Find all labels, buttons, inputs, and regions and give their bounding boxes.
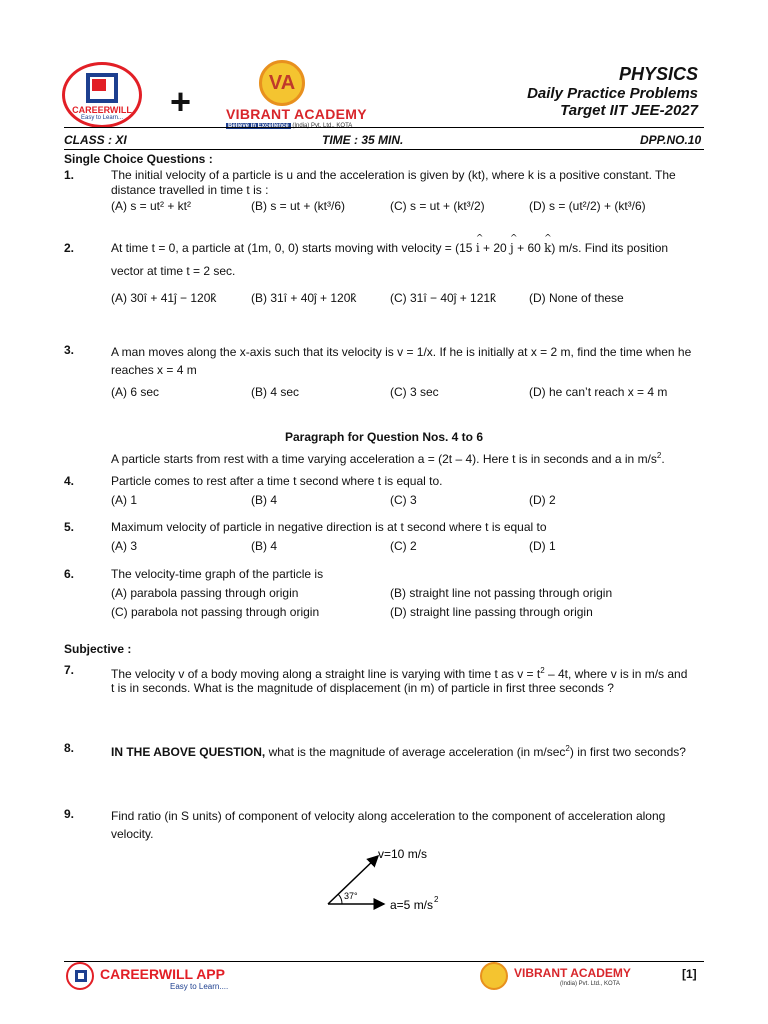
dpp-title: Daily Practice Problems bbox=[527, 85, 698, 102]
vibrant-subtitle: Believe in Excellence (India) Pvt. Ltd., KOTA bbox=[228, 123, 353, 129]
q9-text: Find ratio (in S units) of component of velocity along acceleration to the component of acceleration along velocity. bbox=[111, 809, 666, 841]
q1-text: The initial velocity of a particle is u and the acceleration is given by (kt), where k is a positive constant. The distance travelled in time t is : bbox=[111, 168, 676, 197]
target-title: Target IIT JEE-2027 bbox=[560, 102, 698, 119]
q3-option-b: (B) 4 sec bbox=[251, 385, 300, 399]
q5-option-d: (D) 1 bbox=[529, 539, 556, 553]
footer-app-name: CAREERWILL APP bbox=[100, 966, 225, 982]
vibrant-name: VIBRANT ACADEMY bbox=[226, 106, 367, 122]
paragraph-text: A particle starts from rest with a time varying acceleration a = (2t – 4). Here t is in seconds and a in $m/s^2$. bbox=[111, 451, 665, 466]
q6-option-c: (C) parabola not passing through origin bbox=[111, 605, 320, 619]
q5-text: Maximum velocity of particle in negative direction is at t second where t is equal to bbox=[111, 520, 547, 534]
q3-option-c: (C) 3 sec bbox=[390, 385, 439, 399]
careerwill-name: CAREERWILL bbox=[72, 105, 132, 115]
paragraph-title: Paragraph for Question Nos. 4 to 6 bbox=[284, 430, 484, 444]
q1-number: 1. bbox=[64, 168, 75, 182]
q7-text: The velocity v of a body moving along a straight line is varying with time t as $v = t^2 - 4t$, where v is in m/s and bbox=[111, 666, 688, 681]
q2-option-c: (C) 31î − 40ĵ + 121k̂ bbox=[390, 291, 497, 305]
q7-number: 7. bbox=[64, 663, 75, 677]
q4-option-b: (B) 4 bbox=[251, 493, 278, 507]
q9-number: 9. bbox=[64, 807, 75, 821]
q5-number: 5. bbox=[64, 520, 75, 534]
plus-sign: + bbox=[170, 81, 192, 122]
footer-divider bbox=[64, 961, 704, 962]
footer-vibrant-emblem-icon bbox=[480, 962, 508, 990]
q2-option-b: (B) 31î + 40ĵ + 120k̂ bbox=[251, 291, 357, 305]
q2-option-a: (A) 30î + 41ĵ − 120k̂ bbox=[111, 291, 217, 305]
velocity-label: v=10 m/s bbox=[378, 847, 428, 861]
q4-option-a: (A) 1 bbox=[111, 493, 138, 507]
angle-arc bbox=[338, 894, 342, 904]
time-label: TIME : 35 MIN. bbox=[322, 133, 404, 147]
q6-text: The velocity-time graph of the particle is bbox=[111, 567, 324, 581]
q2-text: At time t = 0, a particle at (1m, 0, 0) starts moving with velocity = (15 ^ i + 20 ^ j + 60 ^ k) m/s. Find its position bbox=[111, 241, 668, 256]
vibrant-academy-logo bbox=[226, 60, 406, 130]
section-subjective: Subjective : bbox=[64, 642, 132, 656]
class-label: CLASS : XI bbox=[64, 133, 127, 147]
q4-option-c: (C) 3 bbox=[390, 493, 417, 507]
careerwill-logo bbox=[62, 62, 142, 128]
q3-option-d: (D) he can’t reach x = 4 m bbox=[529, 385, 668, 399]
careerwill-tagline: Easy to Learn... bbox=[80, 115, 124, 121]
footer-careerwill-logo bbox=[66, 962, 94, 990]
class-divider bbox=[64, 149, 704, 150]
q1-option-b: (B) s = ut + (kt³/6) bbox=[251, 199, 346, 213]
q4-number: 4. bbox=[64, 474, 75, 488]
q1-option-c: (C) s = ut + (kt³/2) bbox=[390, 199, 485, 213]
vibrant-emblem-icon: VA bbox=[259, 60, 305, 106]
q5-option-a: (A) 3 bbox=[111, 539, 138, 553]
q6-option-a: (A) parabola passing through origin bbox=[111, 586, 299, 600]
section-single-choice: Single Choice Questions : bbox=[64, 152, 213, 166]
q5-option-b: (B) 4 bbox=[251, 539, 278, 553]
subject-title: PHYSICS bbox=[618, 64, 698, 84]
q6-option-d: (D) straight line passing through origin bbox=[390, 605, 593, 619]
q2-option-d: (D) None of these bbox=[529, 291, 624, 305]
q2-number: 2. bbox=[64, 241, 75, 255]
q6-option-b: (B) straight line not passing through origin bbox=[390, 586, 613, 600]
header-divider bbox=[64, 127, 704, 128]
q8-text: IN THE ABOVE QUESTION, what is the magnitude of average acceleration (in $m/\sec^2$) in first two seconds? bbox=[111, 744, 686, 759]
q3-number: 3. bbox=[64, 343, 75, 357]
q1-option-d: (D) s = (ut²/2) + (kt³/6) bbox=[529, 199, 646, 213]
page-number: [1] bbox=[682, 967, 697, 981]
acceleration-label: a=5 m/s bbox=[390, 898, 434, 912]
q1-option-a: (A) s = ut² + kt² bbox=[111, 199, 192, 213]
q4-option-d: (D) 2 bbox=[529, 493, 556, 507]
footer-vibrant-name: VIBRANT ACADEMY bbox=[514, 966, 631, 980]
dpp-number: DPP.NO.10 bbox=[640, 133, 702, 147]
q2-text-line2: vector at time t = 2 sec. bbox=[111, 264, 236, 278]
q3-option-a: (A) 6 sec bbox=[111, 385, 160, 399]
q8-number: 8. bbox=[64, 741, 75, 755]
q5-option-c: (C) 2 bbox=[390, 539, 417, 553]
q6-number: 6. bbox=[64, 567, 75, 581]
footer-vibrant-sub: (India) Pvt. Ltd., KOTA bbox=[560, 981, 620, 987]
q3-text: A man moves along the x-axis such that its velocity is v = 1/x. If he is initially at x = 2 m, find the time when he reaches x = 4 m bbox=[111, 345, 692, 377]
footer-tagline: Easy to Learn.... bbox=[170, 982, 229, 991]
q9-vector-figure bbox=[320, 842, 460, 917]
angle-label: 37° bbox=[344, 891, 358, 901]
q7-text-line2: t is in seconds. What is the magnitude of displacement (in m) of particle in first three seconds ? bbox=[111, 681, 614, 695]
q4-text: Particle comes to rest after a time t second where t is equal to. bbox=[111, 474, 443, 488]
acceleration-unit-exponent: 2 bbox=[434, 895, 439, 904]
